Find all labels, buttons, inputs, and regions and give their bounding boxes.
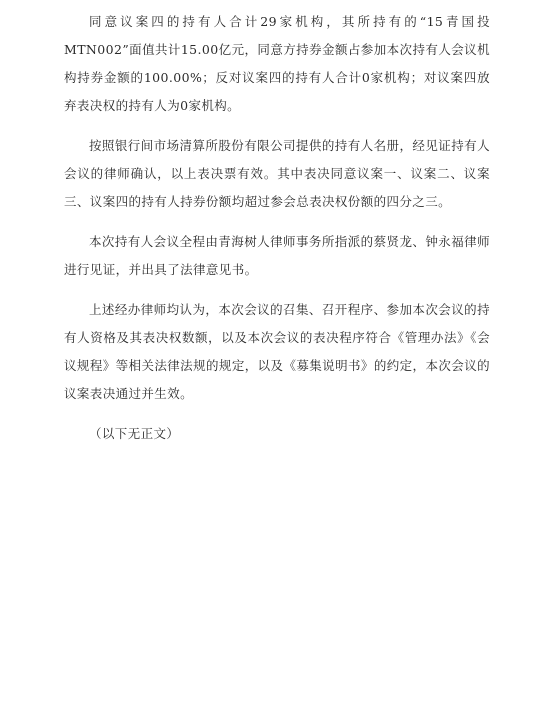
paragraph-witness: 本次持有人会议全程由青海树人律师事务所指派的蔡贤龙、钟永福律师进行见证，并出具了法律意见书。 (64, 234, 490, 277)
paragraph-lawyer-opinion: 上述经办律师均认为，本次会议的召集、召开程序、参加本次会议的持有人资格及其表决权数额，以及本次会议的表决程序符合《管理办法》《会议规程》等相关法律法规的规定，以及《募集说明书》的约定，本次会议的议案表决通过并生效。 (64, 302, 490, 401)
document-page (64, 8, 490, 460)
paragraph-end-note: （以下无正文） (89, 426, 180, 441)
paragraph-validity: 按照银行间市场清算所股份有限公司提供的持有人名册，经见证持有人会议的律师确认，以上表决票有效。其中表决同意议案一、议案二、议案三、议案四的持有人持券份额均超过参会总表决权份额的四分之三。 (64, 138, 490, 209)
paragraph-vote-result: 同意议案四的持有人合计29家机构，其所持有的“15青国投MTN002”面值共计15.00亿元，同意方持券金额占参加本次持有人会议机构持券金额的100.00%；反对议案四的持有人合计0家机构；对议案四放弃表决权的持有人为0家机构。 (64, 14, 490, 113)
